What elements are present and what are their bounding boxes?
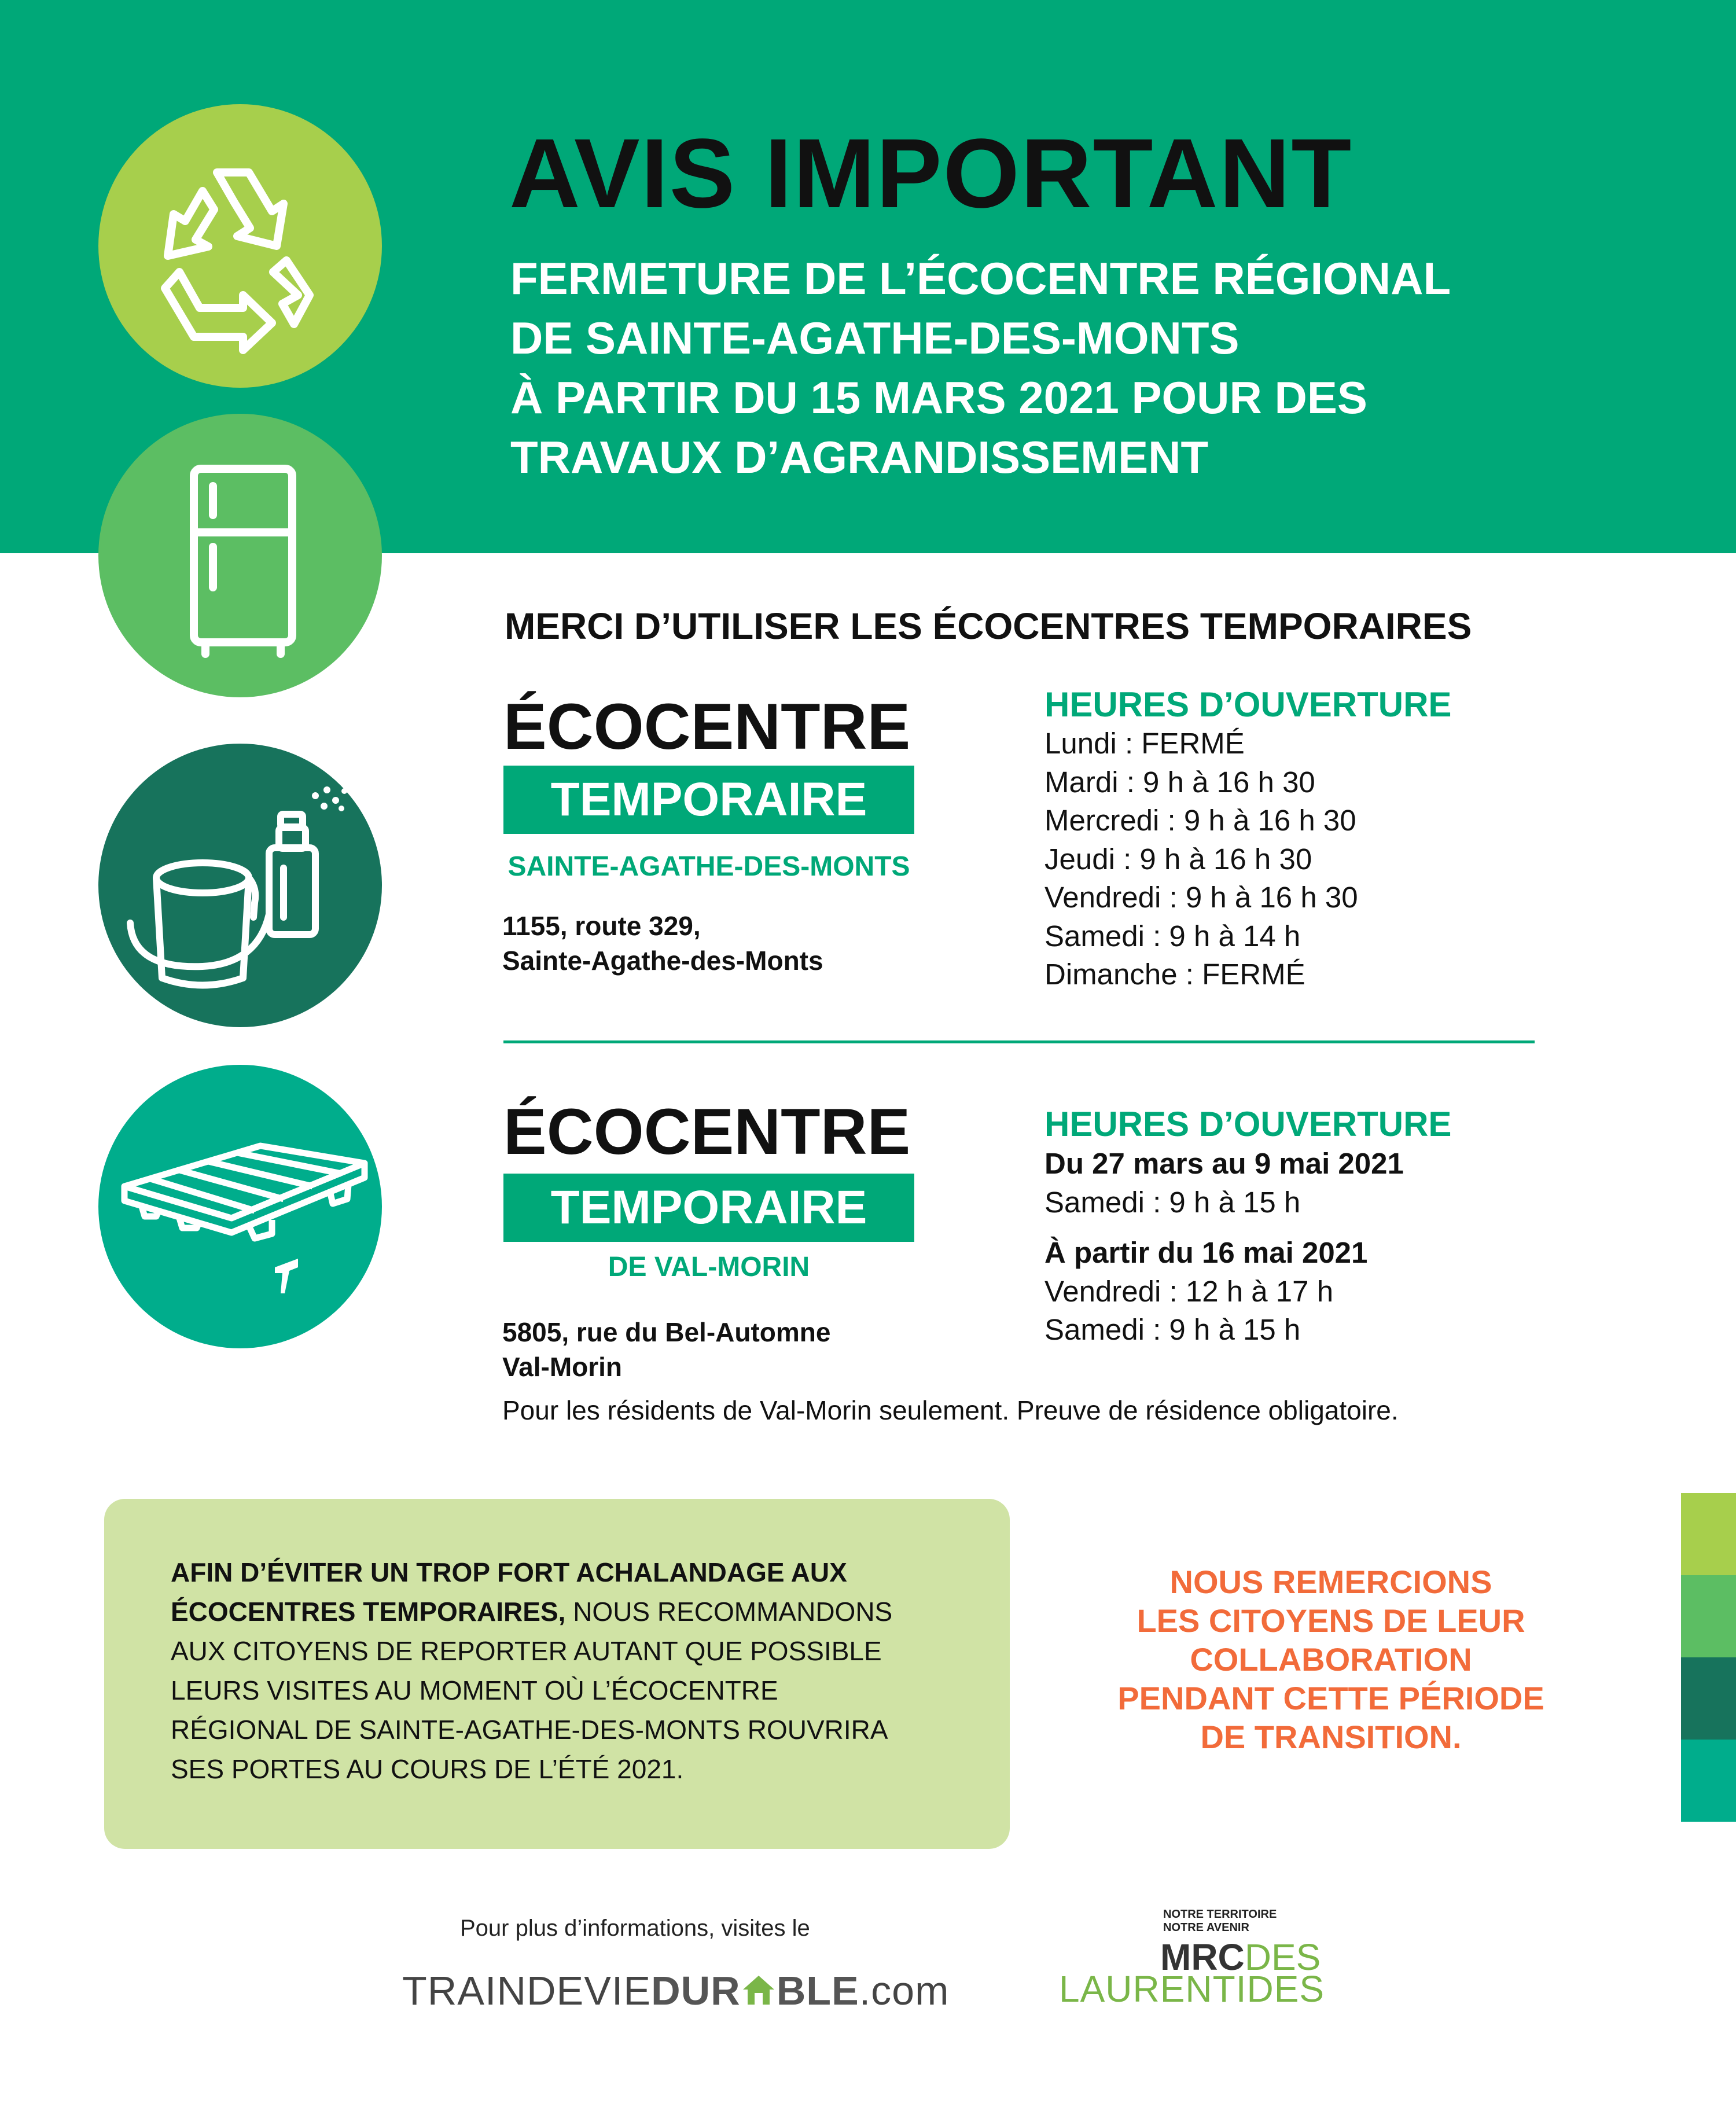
hours-line: Samedi : 9 h à 14 h [1044,919,1301,953]
temporaire-badge: TEMPORAIRE [503,1174,914,1242]
subtitle-line: DE SAINTE-AGATHE-DES-MONTS [510,312,1240,363]
address-line: Val-Morin [502,1352,623,1382]
hours-line: Lundi : FERMÉ [1044,727,1245,760]
recommendation-line: AUX CITOYENS DE REPORTER AUTANT QUE POSSIBLE [171,1636,882,1666]
page-subtitle [510,249,1668,487]
recommendation-line: LEURS VISITES AU MOMENT OÙ L’ÉCOCENTRE [171,1675,778,1705]
ecocentre-address [502,909,823,978]
recommendation-line: AFIN D’ÉVITER UN TROP FORT ACHALANDAGE AUX [171,1557,847,1587]
hours-line: Mardi : 9 h à 16 h 30 [1044,765,1315,799]
site-part: DUR [651,1968,741,2013]
mrc-tagline: NOTRE AVENIR [1163,1921,1249,1934]
subtitle-line: À PARTIR DU 15 MARS 2021 POUR DES [510,372,1367,423]
section-divider [503,1040,1535,1043]
color-strip [1681,1657,1736,1740]
residents-note: Pour les résidents de Val-Morin seulement. Preuve de résidence obligatoire. [502,1395,1399,1425]
color-strip [1681,1740,1736,1822]
fridge-icon [98,414,382,697]
site-part: .com [859,1968,950,2013]
site-part: TRAINDEVIE [402,1968,652,2013]
hours-line: Mercredi : 9 h à 16 h 30 [1044,804,1356,837]
section-heading: MERCI D’UTILISER LES ÉCOCENTRES TEMPORAIRES [505,605,1472,647]
recycle-icon [98,104,382,388]
thanks-line: LES CITOYENS DE LEUR [1137,1602,1525,1639]
site-part: BLE [776,1968,859,2013]
thanks-line: COLLABORATION [1190,1641,1472,1678]
more-info-text: Pour plus d’informations, visites le [460,1915,810,1941]
thanks-message [1071,1562,1591,1756]
thanks-line: PENDANT CETTE PÉRIODE [1117,1680,1544,1716]
address-line: 5805, rue du Bel-Automne [502,1317,831,1347]
page-title: AVIS IMPORTANT [509,119,1353,229]
mrc-tagline: NOTRE TERRITOIRE [1163,1908,1277,1921]
recommendation-line [171,1592,892,1631]
ecocentre-title: ÉCOCENTRE [503,1095,911,1168]
hours-line: Dimanche : FERMÉ [1044,958,1305,991]
mrc-word: DES [1244,1936,1321,1978]
mrc-word: MRC [1160,1936,1245,1978]
hours-period: À partir du 16 mai 2021 [1044,1236,1368,1269]
hours-title: HEURES D’OUVERTURE [1044,685,1452,724]
website-link[interactable] [402,1968,949,2014]
thanks-line: NOUS REMERCIONS [1169,1564,1492,1600]
pallet-icon [98,1065,382,1348]
hours-line: Samedi : 9 h à 15 h [1044,1185,1301,1219]
recommendation-bold: ÉCOCENTRES TEMPORAIRES, [171,1597,566,1627]
address-line: 1155, route 329, [502,911,701,941]
hours-list [1044,1145,1404,1222]
hours-period: Du 27 mars au 9 mai 2021 [1044,1147,1404,1180]
recommendation-line: RÉGIONAL DE SAINTE-AGATHE-DES-MONTS ROUVRIRA [171,1715,888,1745]
hours-list [1044,1234,1367,1350]
ecocentre-location: DE VAL-MORIN [608,1252,810,1282]
ecocentre-title: ÉCOCENTRE [503,690,911,763]
hours-line: Samedi : 9 h à 15 h [1044,1313,1301,1346]
house-icon [741,1971,777,2007]
color-strip [1681,1575,1736,1657]
recommendation-rest: NOUS RECOMMANDONS [565,1597,893,1627]
temporaire-badge: TEMPORAIRE [503,766,914,834]
hours-line: Jeudi : 9 h à 16 h 30 [1044,842,1312,876]
hours-line: Vendredi : 9 h à 16 h 30 [1044,881,1358,914]
paint-can-icon [98,744,382,1027]
subtitle-line: FERMETURE DE L’ÉCOCENTRE RÉGIONAL [510,253,1451,304]
hours-line: Vendredi : 12 h à 17 h [1044,1274,1334,1308]
address-line: Sainte-Agathe-des-Monts [502,946,823,976]
ecocentre-address [502,1315,830,1384]
recommendation-text [171,1553,892,1789]
hours-list [1044,725,1358,994]
color-strip [1681,1493,1736,1575]
ecocentre-location: SAINTE-AGATHE-DES-MONTS [507,851,910,882]
subtitle-line: TRAVAUX D’AGRANDISSEMENT [510,432,1209,483]
mrc-logo-name: LAURENTIDES [1059,1968,1325,2010]
recommendation-line: SES PORTES AU COURS DE L’ÉTÉ 2021. [171,1754,684,1784]
thanks-line: DE TRANSITION. [1200,1719,1462,1755]
hours-title: HEURES D’OUVERTURE [1044,1105,1452,1143]
